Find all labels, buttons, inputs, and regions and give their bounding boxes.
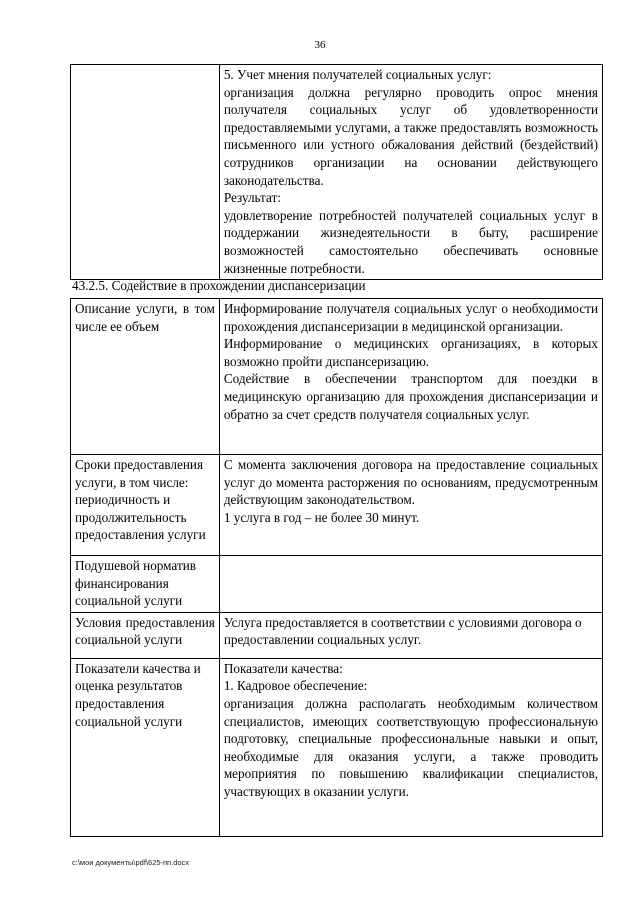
- paragraph: Содействие в обеспечении транспортом для поездки в медицинскую организацию для прохождения диспансеризации и обратно за счет средств получателя социальных услуг.: [223, 371, 598, 422]
- table-row: [71, 299, 603, 455]
- paragraph: Информирование получателя социальных услуг о необходимости прохождения диспансеризации в медицинской организации.: [223, 301, 598, 334]
- item-heading: 5. Учет мнения получателей социальных услуг:: [223, 67, 492, 82]
- paragraph: организация должна регулярно проводить опрос мнения получателя социальных услуг об удовлетворенности предоставляемыми услугами, а также предоставлять возможность письменного или устного обжалования действий (бездействий) сотрудников организации на основании действующего законодательства.: [223, 84, 598, 188]
- table-cell: [219, 612, 602, 658]
- table-row: [71, 556, 603, 613]
- row-label: Подушевой норматив финансирования социальной услуги: [71, 556, 220, 613]
- continued-table: [70, 64, 603, 280]
- table-cell: [219, 455, 602, 556]
- paragraph: удовлетворение потребностей получателей социальных услуг в поддержании жизнедеятельности в быту, расширение возможностей самостоятельно обеспечивать основные жизненные потребности.: [223, 207, 598, 276]
- result-label: Результат:: [223, 190, 281, 206]
- table-cell: [219, 299, 602, 455]
- paragraph: Услуга предоставляется в соответствии с условиями договора о предоставлении социальных услуг.: [223, 614, 582, 648]
- row-label: Сроки предоставления услуги, в том числе: периодичность и продолжительность предоставления услуги: [71, 455, 220, 556]
- paragraph: 1. Кадровое обеспечение:: [223, 678, 368, 694]
- service-table: [70, 298, 603, 837]
- paragraph: 1 услуга в год – не более 30 минут.: [223, 509, 420, 525]
- paragraph: организация должна располагать необходимым количеством специалистов, имеющих соответствующую профессиональную подготовку, специальные профессиональные навыки и опыт, необходимые для оказания услуги, а также проводить мероприятия по повышению квалификации специалистов, участвующих в оказании услуги.: [223, 695, 598, 799]
- paragraph: Показатели качества:: [223, 660, 343, 676]
- paragraph: Информирование о медицинских организациях, в которых возможно пройти диспансеризацию.: [223, 336, 598, 369]
- table-row: [71, 455, 603, 556]
- table-row: [71, 612, 603, 658]
- row-label: Условия предоставления социальной услуги: [71, 612, 220, 658]
- table-cell-empty: [71, 65, 220, 280]
- table-row: [71, 658, 603, 836]
- paragraph: С момента заключения договора на предоставление социальных услуг до момента расторжения по основаниям, предусмотренным действующим законодательством.: [223, 457, 598, 508]
- row-label: Показатели качества и оценка результатов предоставления социальной услуги: [71, 658, 220, 836]
- table-cell: [219, 65, 602, 280]
- table-cell: [219, 658, 602, 836]
- table-row: [71, 65, 603, 280]
- page-number: 36: [314, 39, 326, 51]
- footer-file-path: c:\мои документы\pdf\625-пп.docx: [72, 858, 190, 867]
- section-heading: 43.2.5. Содействие в прохождении диспансеризации: [72, 278, 366, 293]
- table-cell-empty: [219, 556, 602, 613]
- row-label: Описание услуги, в том числе ее объем: [71, 299, 220, 455]
